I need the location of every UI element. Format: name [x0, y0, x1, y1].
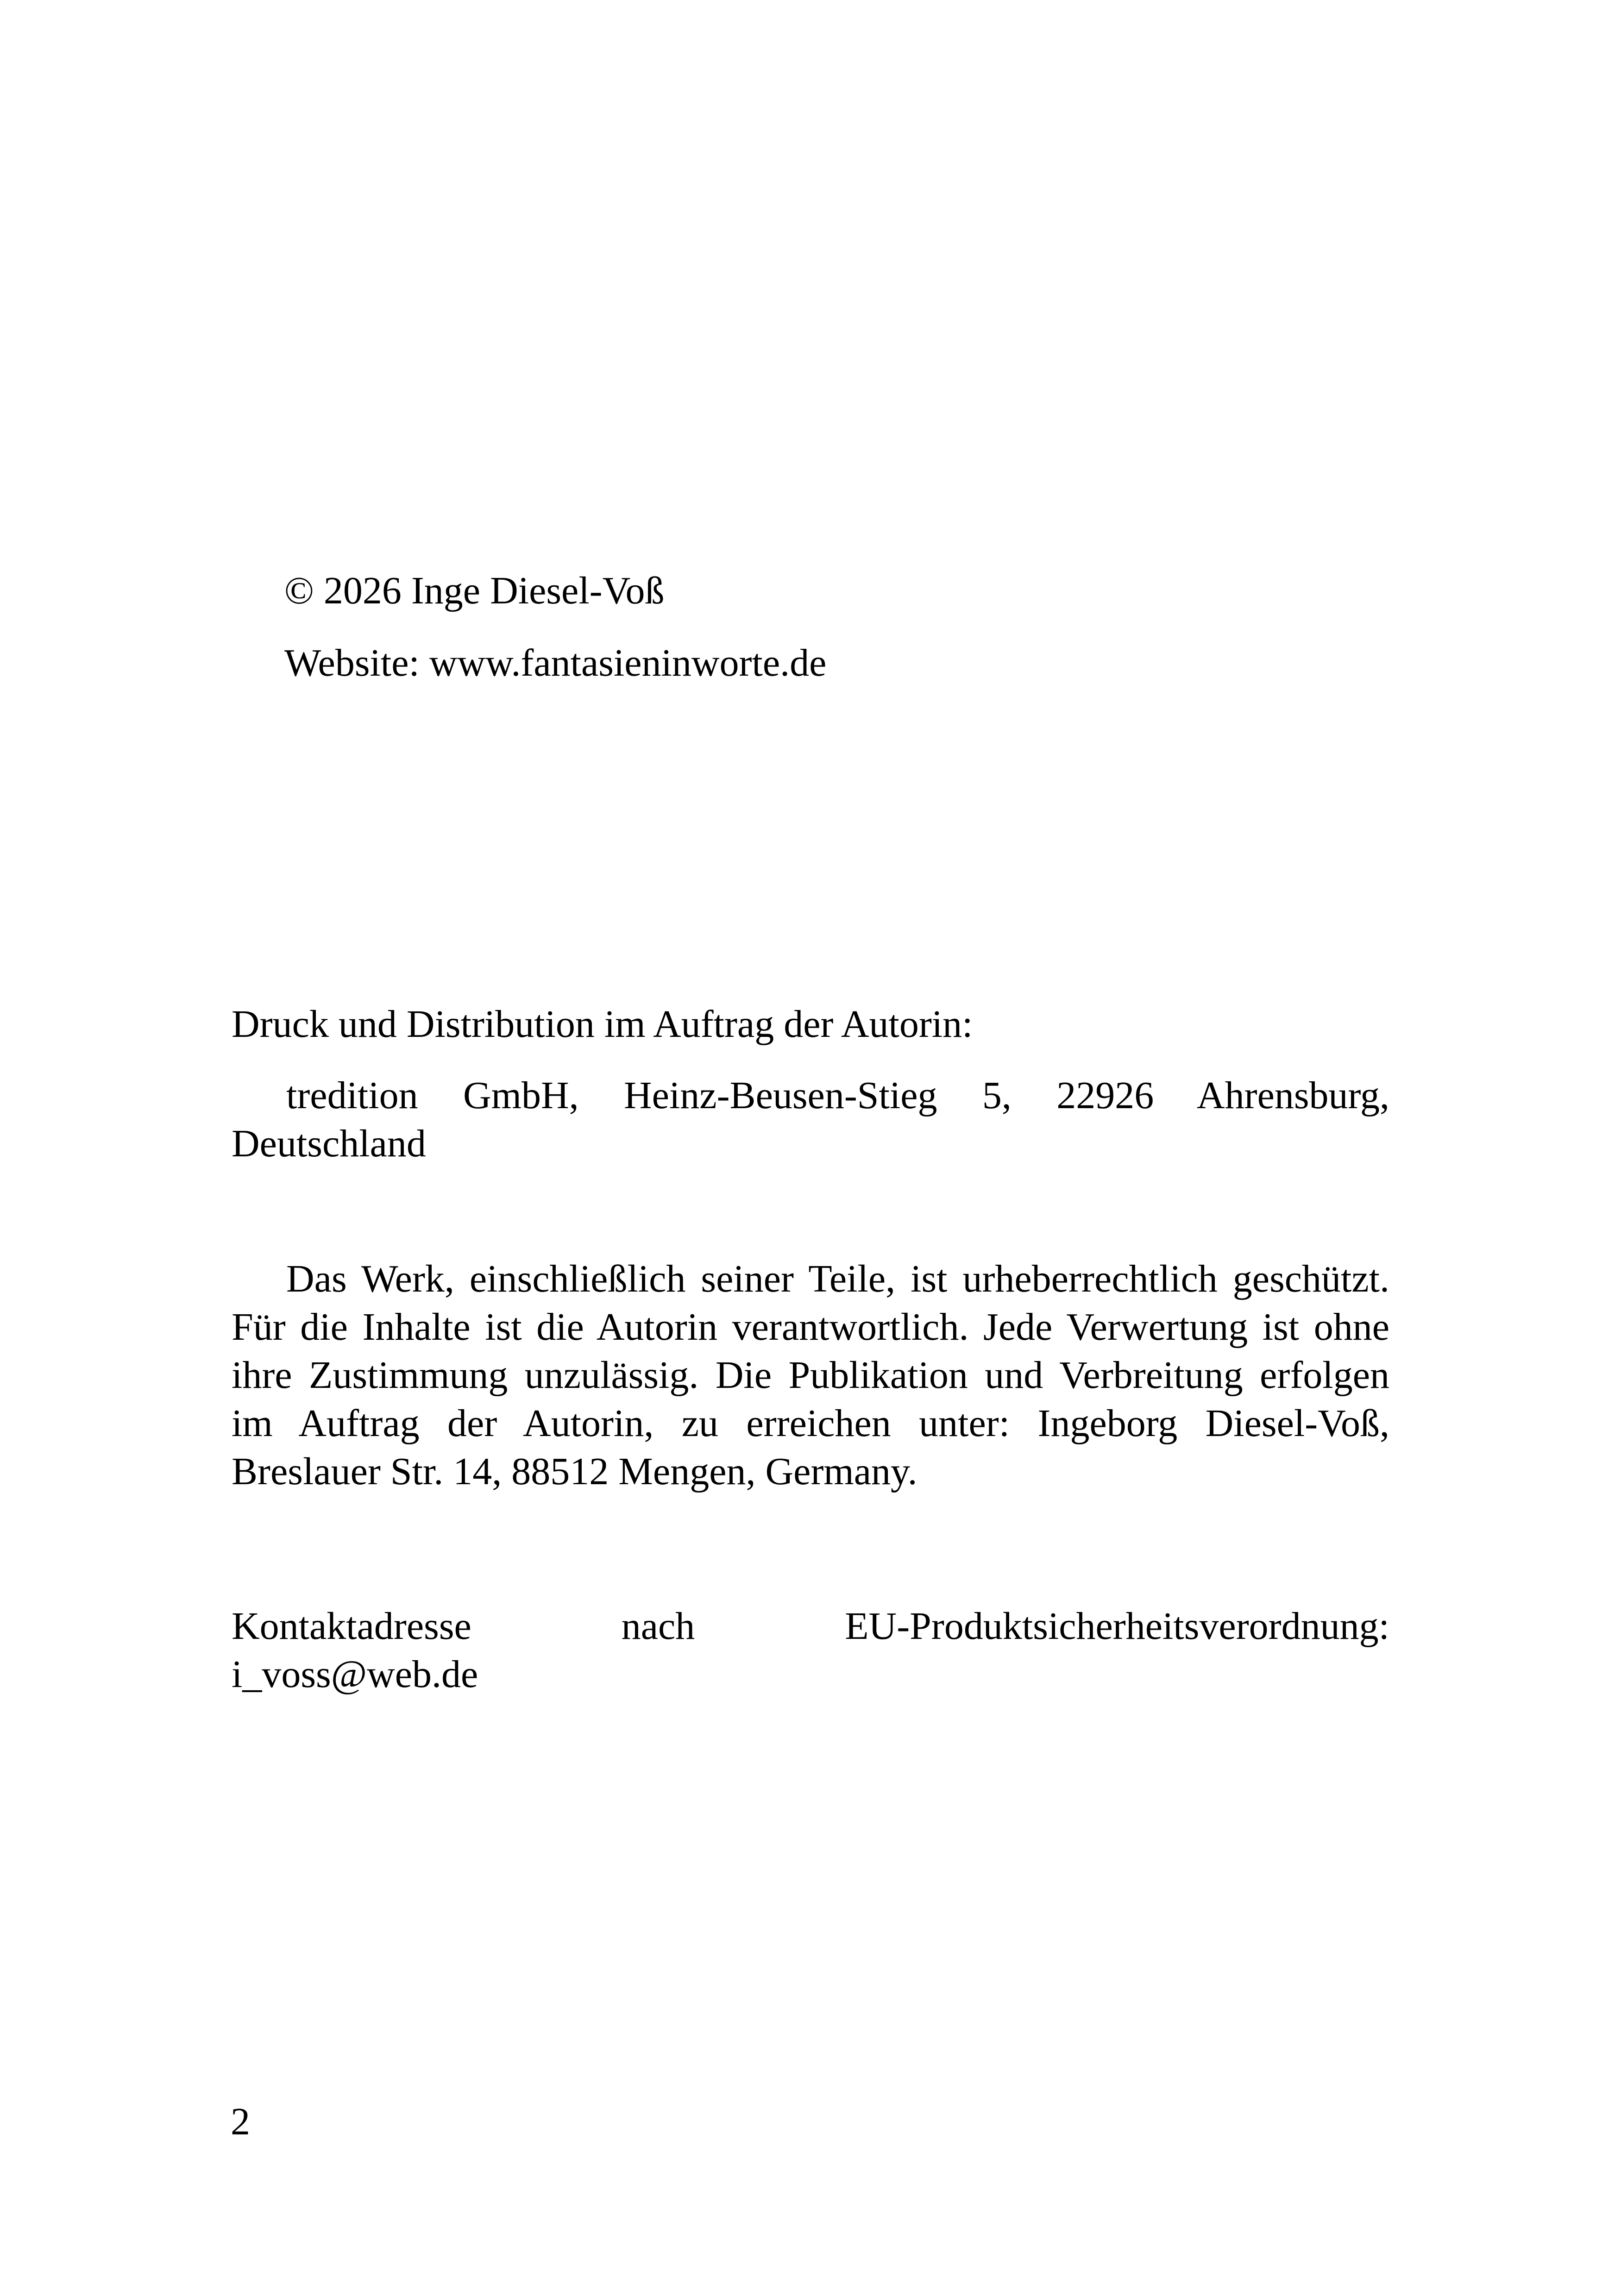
printer-country: Deutschland [232, 1122, 426, 1165]
contact-address-line: Kontaktadresse nach EU-Produktsicherheitsverordnung: [232, 1605, 1389, 1648]
website-line: Website: www.fantasieninworte.de [284, 641, 827, 684]
copyright-notice: © 2026 Inge Diesel-Voß [284, 569, 665, 612]
print-distribution-heading: Druck und Distribution im Auftrag der Autorin: [232, 1003, 973, 1046]
printer-address-line: tredition GmbH, Heinz-Beusen-Stieg 5, 22926 Ahrensburg, [286, 1074, 1389, 1117]
page-number: 2 [231, 2100, 250, 2143]
contact-email: i_voss@web.de [232, 1653, 478, 1696]
rights-paragraph: Das Werk, einschließlich seiner Teile, ist urheberrechtlich geschützt. Für die Inhalte ist die Autorin verantwortlich. Jede Verwertung ist ohne ihre Zustimmung unzulässig. Die Publikation und Verbreitung erfolgen im Auftrag der Autorin, zu erreichen unter: Ingeborg Diesel-Voß, Breslauer Str. 14, 88512 Mengen, Germany. [232, 1257, 1389, 1493]
